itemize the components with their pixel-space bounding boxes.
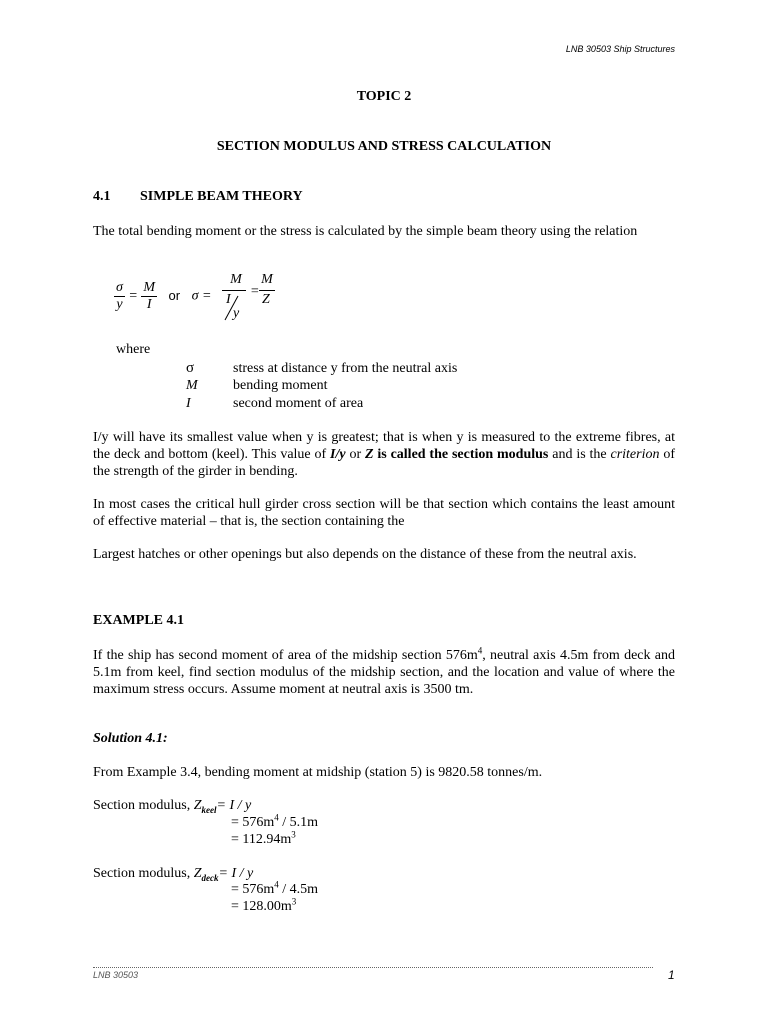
footer-divider (93, 967, 653, 968)
denominator-i: I (146, 297, 152, 312)
denominator-y: y (116, 297, 123, 312)
deck-step2-a: = 576m (231, 882, 275, 897)
deck-modulus-line (93, 866, 253, 882)
mz-fraction-bar (259, 290, 275, 291)
keel-modulus-line (93, 798, 251, 814)
solution-line1: From Example 3.4, bending moment at midship (station 5) is 9820.58 tonnes/m. (93, 765, 543, 780)
or-text: or (168, 287, 181, 303)
keel-result-sup: 3 (291, 829, 296, 840)
keel-z: Z (193, 798, 202, 813)
para2-text-f: and is the (548, 447, 611, 462)
footer-course-code: LNB 30503 (93, 970, 139, 980)
compound-fraction-bar (222, 290, 246, 291)
section-modulus-paragraph (93, 429, 675, 480)
equals-sign-2: = (202, 288, 212, 304)
deck-z: Z (193, 866, 202, 881)
deck-result-a: = 128.00m (231, 899, 292, 914)
where-label: where (116, 342, 151, 357)
beam-formula (114, 280, 211, 313)
keel-result (231, 829, 296, 848)
critical-section-paragraph: In most cases the critical hull girder cross section will be that section which contains the least amount of effective material – that is, the section containing the (93, 497, 675, 529)
keel-step2-b: / 5.1m (278, 815, 319, 830)
example-text-a: If the ship has second moment of area of the midship section 576m (93, 648, 478, 663)
topic-title: TOPIC 2 (356, 89, 412, 104)
keel-step2 (231, 812, 319, 831)
section-number: 4.1 (93, 189, 111, 204)
solution-heading: Solution 4.1: (93, 731, 168, 746)
equals-sign: = (128, 288, 138, 304)
para2-text-h: of the strength of the girder in bending. (93, 447, 676, 479)
mz-denominator-z: Z (262, 292, 270, 307)
fraction-m-over-i (141, 280, 157, 313)
deck-step2 (231, 879, 319, 898)
example-superscript: 4 (477, 645, 483, 656)
deck-result (231, 896, 297, 915)
keel-step2-a: = 576m (231, 815, 275, 830)
keel-label: Section modulus, (93, 798, 194, 813)
deck-label: Section modulus, (93, 866, 194, 881)
para2-or: or (345, 447, 365, 462)
compound-numerator-m: M (230, 272, 242, 287)
intro-paragraph: The total bending moment or the stress is calculated by the simple beam theory using the relation (93, 224, 638, 239)
section-heading: SIMPLE BEAM THEORY (140, 189, 303, 204)
symbol-m: M (186, 378, 198, 393)
equals-sign-3: = (250, 284, 260, 299)
example-heading: EXAMPLE 4.1 (93, 613, 184, 628)
keel-subscript: keel (201, 804, 217, 815)
page-number: 1 (668, 968, 675, 982)
deck-rhs: = I / y (218, 866, 254, 881)
desc-sigma: stress at distance y from the neutral axis (233, 361, 458, 376)
deck-step2-sup: 4 (274, 879, 279, 890)
para2-z: Z (364, 447, 374, 462)
symbol-i: I (186, 396, 191, 411)
numerator-sigma: σ (116, 280, 123, 295)
example-text-b: , neutral axis 4.5m from deck and 5.1m from keel, find section modulus of the midship section, and the location and value of where the maximum stress occurs. Assume moment at neutral axis is 3500 tm. (93, 648, 675, 697)
keel-result-a: = 112.94m (231, 832, 292, 847)
deck-result-sup: 3 (291, 896, 297, 907)
para2-criterion: criterion (610, 447, 660, 462)
deck-subscript: deck (201, 872, 219, 883)
compound-den-i: I (226, 292, 231, 307)
symbol-sigma: σ (186, 360, 195, 376)
keel-rhs: = I / y (216, 798, 252, 813)
numerator-m: M (143, 280, 156, 295)
para2-called-section-modulus: is called the section modulus (373, 447, 549, 462)
mz-numerator-m: M (261, 272, 273, 287)
fraction-sigma-over-y (114, 280, 125, 313)
running-header: LNB 30503 Ship Structures (565, 44, 675, 54)
desc-m: bending moment (233, 378, 328, 393)
para2-iy: I/y (330, 447, 346, 462)
sigma-symbol: σ (191, 288, 199, 304)
hatches-paragraph: Largest hatches or other openings but also depends on the distance of these from the neutral axis. (93, 547, 637, 562)
para2-text-a: I/y will have its smallest value when y is greatest; that is when y is measured to the extreme fibres, at the deck and bottom (keel). This value of (93, 430, 675, 462)
example-paragraph (93, 647, 675, 698)
desc-i: second moment of area (233, 396, 364, 411)
compound-den-y: y (233, 306, 240, 321)
deck-step2-b: / 4.5m (278, 882, 319, 897)
keel-step2-sup: 4 (274, 812, 279, 823)
chapter-title: SECTION MODULUS AND STRESS CALCULATION (216, 139, 552, 154)
